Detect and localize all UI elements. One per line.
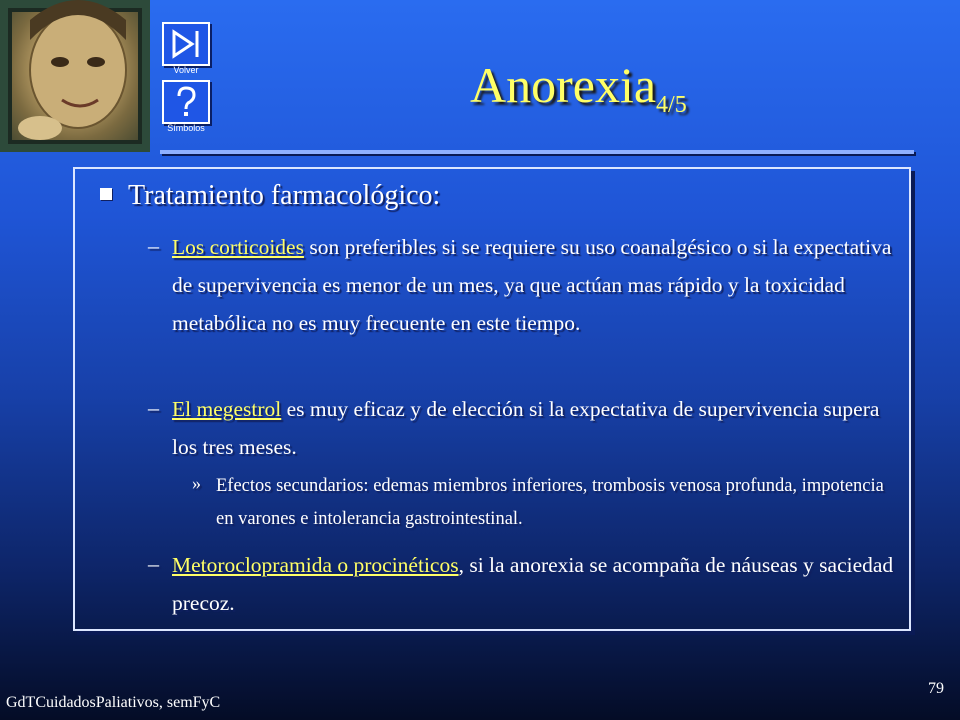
square-bullet-icon — [100, 188, 112, 200]
list-item-metoclopramida — [172, 546, 897, 622]
item-text: son preferibles si se requiere su uso coanalgésico o si la expectativa de supervivencia es menor de un mes, ya que actúan mas rápido y la toxicidad metabólica no es muy frecuente en este tiempo. — [172, 235, 892, 335]
section-heading — [100, 180, 440, 212]
page-title — [470, 57, 687, 118]
back-label: Volver — [173, 65, 199, 75]
list-item-megestrol — [172, 390, 897, 466]
item-text: es muy eficaz y de elección si la expectativa de supervivencia supera los tres meses. — [172, 397, 880, 459]
dash-bullet-icon: – — [148, 551, 159, 576]
question-mark-icon — [164, 82, 208, 122]
title-text: Anorexia — [470, 57, 657, 113]
title-divider — [160, 150, 914, 154]
symbols-label: Símbolos — [167, 123, 205, 133]
heading-text: Tratamiento farmacológico: — [128, 180, 441, 211]
highlight-metoclopramida: Metoroclopramida o procinéticos — [172, 553, 459, 577]
portrait-painting-image — [0, 0, 150, 152]
back-button[interactable] — [162, 22, 210, 66]
title-subscript: 4/5 — [656, 92, 687, 118]
item-text: , si la anorexia se acompaña de náuseas y saciedad precoz. — [172, 553, 894, 615]
list-item-corticoides — [172, 228, 897, 342]
chevron-bullet-icon: » — [192, 473, 201, 493]
footer-credit: GdTCuidadosPaliativos, semFyC — [6, 694, 221, 711]
highlight-corticoides: Los corticoides — [172, 235, 304, 259]
dash-bullet-icon: – — [148, 395, 159, 420]
dash-bullet-icon: – — [148, 233, 159, 258]
page-number: 79 — [928, 680, 944, 697]
symbols-button[interactable] — [162, 80, 210, 124]
highlight-megestrol: El megestrol — [172, 397, 282, 421]
sub-item-side-effects: Efectos secundarios: edemas miembros inferiores, trombosis venosa profunda, impotencia en varones e intolerancia gastrointestinal. — [216, 476, 884, 529]
